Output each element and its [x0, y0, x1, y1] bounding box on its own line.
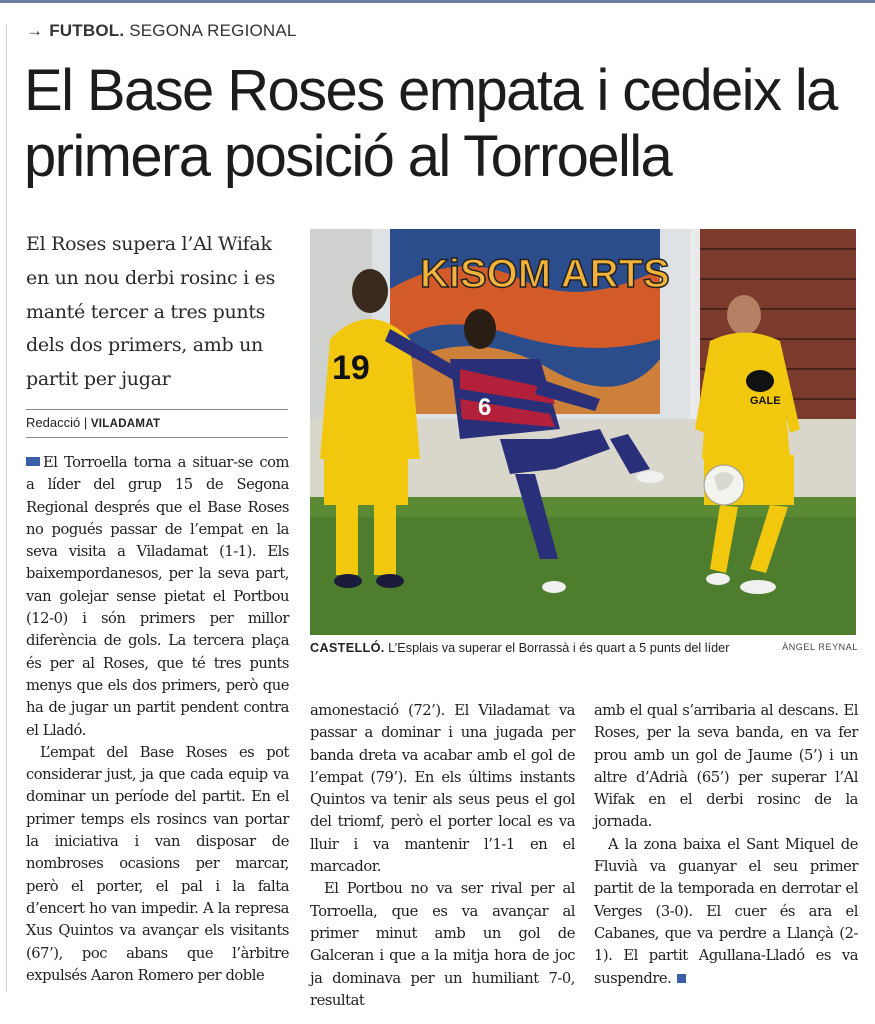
paragraph-text: A la zona baixa el Sant Miquel de Fluvià va guanyar el seu primer partit de la temporada en derrotar el Verges (3-0). El cuer és ara el Cabanes, que va perdre a Llançà (2-1). El partit Agullana-Lladó es va suspendre.	[594, 835, 858, 987]
byline-separator: |	[80, 415, 91, 430]
body-column-2	[310, 700, 575, 1012]
photo-credit: ÀNGEL REYNAL	[782, 642, 858, 652]
caption-text: L’Esplais va superar el Borrassà i és quart a 5 punts del líder	[388, 641, 730, 655]
byline-author: Redacció	[26, 415, 81, 430]
body-paragraph: El Portbou no va ser rival per al Torroella, que es va avançar al primer minut amb un gol de Galceran i que a la mitja hora de joc ja dominava per un humiliant 7-0, resultat	[310, 880, 575, 1009]
paragraph-text: El Torroella torna a situar-se com a líder del grup 15 de Segona Regional després que el Base Roses no pogués passar de l’empat en la seva visita a Viladamat (1-1). Els baixempordanesos, per la seva part, van golejar sense pietat el Portbou (12-0) i són primers per millor diferència de gols. La tercera plaça és per al Roses, que té tres punts menys que els dos primers, però que ha de jugar un partit pendent contra el Lladó.	[26, 454, 289, 739]
graffiti-text: KiSOM ARTS	[420, 252, 670, 296]
body-paragraph: amb el qual s’arribaria al descans. El Roses, per la seva banda, en va fer prou amb un gol de Jaume (5’) i un altre d’Adrià (65’) per superar l’Al Wifak en el derbi rosinc de la jornada.	[594, 702, 858, 831]
top-rule	[0, 0, 875, 3]
body-paragraph: amonestació (72’). El Viladamat va passar a dominar i una jugada per banda dreta va acabar amb el gol de l’empat (79’). En els últims instants Quintos va tenir als seus peus el gol del triomf, però el porter local es va lluir i va mantenir l’1-1 en el marcador.	[310, 702, 575, 876]
byline	[26, 415, 160, 430]
body-paragraph	[26, 452, 289, 742]
jersey-sponsor: GALE	[750, 395, 781, 407]
match-photo-illustration	[310, 229, 856, 635]
photo-caption	[310, 641, 858, 661]
caption-place: CASTELLÓ.	[310, 641, 385, 655]
jersey-number-left: 19	[332, 349, 370, 387]
left-column-rule	[6, 24, 7, 992]
body-paragraph	[594, 834, 858, 990]
byline-divider-bottom	[26, 437, 288, 438]
section-category: FUTBOL.	[49, 21, 125, 40]
article-start-marker-icon	[26, 457, 40, 466]
match-photo	[310, 229, 856, 635]
body-column-3	[594, 700, 858, 990]
headline: El Base Roses empata i cedeix la primera posició al Torroella	[24, 58, 837, 189]
body-column-1	[26, 452, 289, 987]
jersey-number-middle: 6	[478, 394, 492, 421]
byline-divider-top	[26, 409, 288, 410]
body-paragraph: L’empat del Base Roses es pot considerar just, ja que cada equip va dominar un període del partit. En el primer temps els rosincs van portar la iniciativa i van disposar de nombroses ocasions per marcar, però el porter, el pal i la falta d’encert ho van impedir. A la represa Xus Quintos va avançar els visitants (67’), poc abans que l’àrbitre expulsés Aaron Romero per doble	[26, 743, 289, 984]
standfirst: El Roses supera l’Al Wifak en un nou derbi rosinc i es manté tercer a tres punts dels dos primers, amb un partit per jugar	[26, 233, 276, 391]
section-subcategory: SEGONA REGIONAL	[129, 21, 297, 40]
article-end-marker-icon	[677, 974, 686, 983]
arrow-right-icon: →	[26, 21, 44, 40]
byline-location: VILADAMAT	[90, 418, 161, 430]
section-label	[26, 21, 297, 47]
